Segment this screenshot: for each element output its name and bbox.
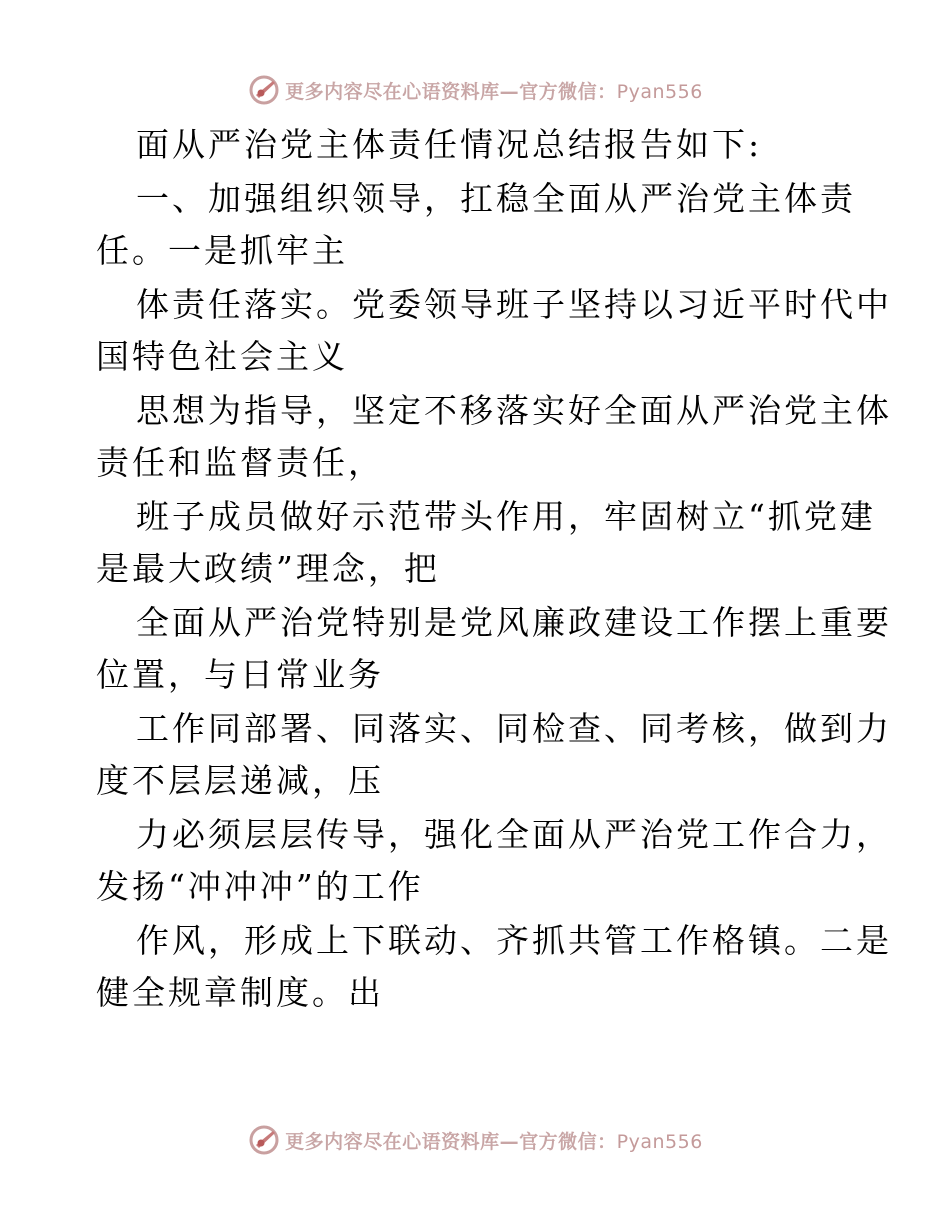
text-line: 责任和监督责任， xyxy=(96,443,384,482)
text-line: 是最大政绩”理念，把 xyxy=(96,549,440,588)
brush-logo-icon xyxy=(247,1123,281,1157)
watermark-text: 更多内容尽在心语资料库—官方微信： xyxy=(285,80,617,103)
text-line: 班子成员做好示范带头作用，牢固树立“抓党建 xyxy=(136,497,876,536)
header-watermark xyxy=(0,70,950,110)
footer-watermark xyxy=(0,1120,950,1160)
watermark-text: 更多内容尽在心语资料库—官方微信： xyxy=(285,1130,617,1153)
text-line: 作风，形成上下联动、齐抓共管工作格镇。二是 xyxy=(136,921,892,960)
text-line: 任。一是抓牢主 xyxy=(96,231,348,270)
text-line: 面从严治党主体责任情况总结报告如下: xyxy=(136,125,763,164)
watermark-wechat-id: Pyan556 xyxy=(616,80,703,103)
text-line: 健全规章制度。出 xyxy=(96,973,384,1012)
watermark-wechat-id: Pyan556 xyxy=(616,1130,703,1153)
text-line: 位置，与日常业务 xyxy=(96,655,384,694)
document-body xyxy=(96,125,892,1012)
text-line: 度不层层递减，压 xyxy=(96,761,384,800)
text-line: 发扬“冲冲冲”的工作 xyxy=(96,867,424,906)
text-line: 全面从严治党特别是党风廉政建设工作摆上重要 xyxy=(136,603,892,642)
text-line: 一、加强组织领导，扛稳全面从严治党主体责 xyxy=(136,179,856,218)
text-line: 国特色社会主义 xyxy=(96,337,348,376)
brush-logo-icon xyxy=(247,73,281,107)
text-line: 思想为指导，坚定不移落实好全面从严治党主体 xyxy=(136,391,892,430)
text-line: 体责任落实。党委领导班子坚持以习近平时代中 xyxy=(136,285,892,324)
text-line: 工作同部署、同落实、同检查、同考核，做到力 xyxy=(136,709,892,748)
text-line: 力必须层层传导，强化全面从严治党工作合力， xyxy=(136,815,892,854)
